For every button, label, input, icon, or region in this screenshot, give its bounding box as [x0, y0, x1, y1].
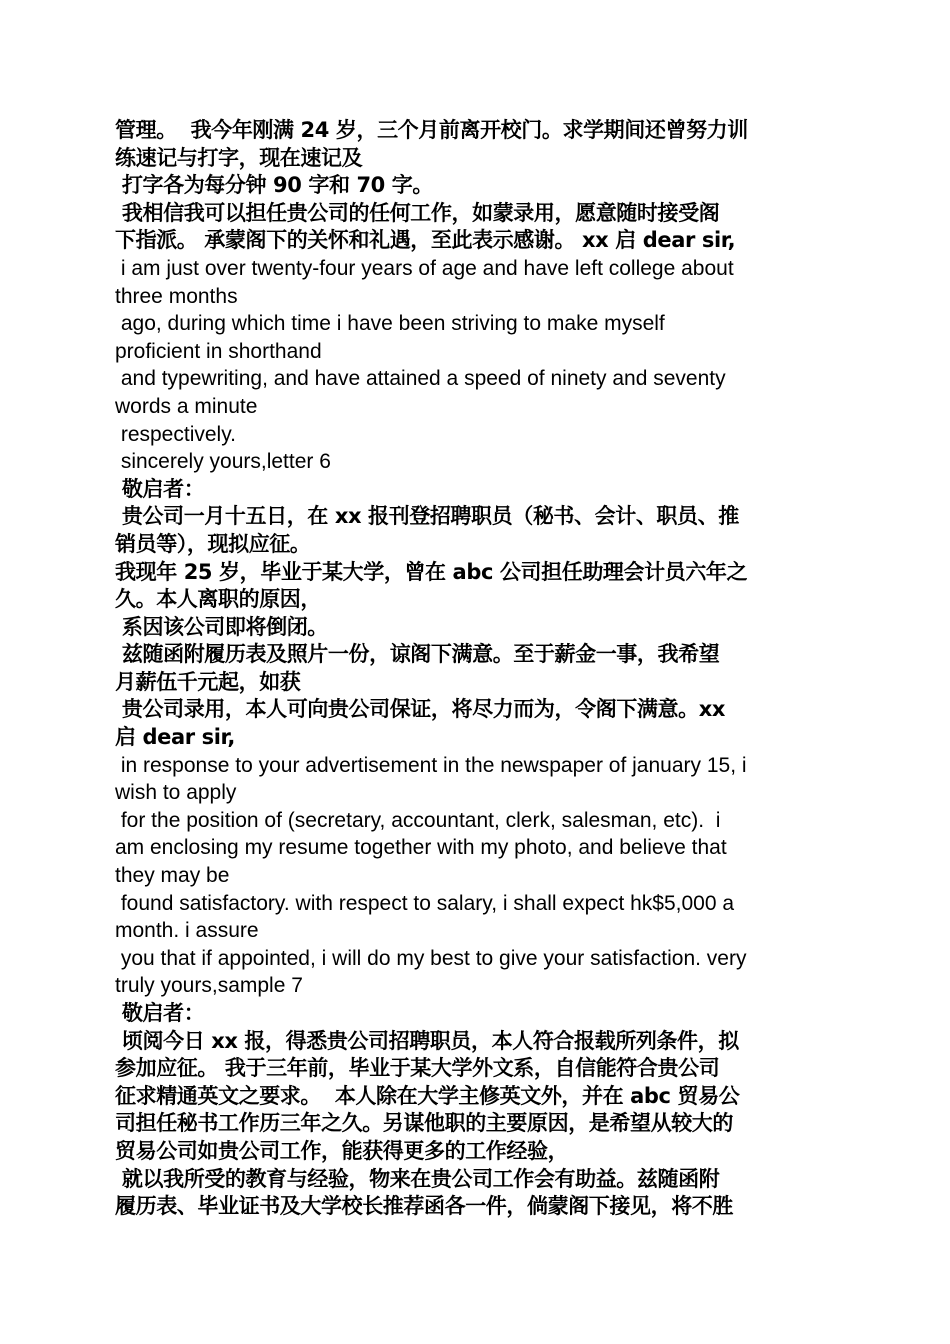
- text-line: three months: [115, 284, 238, 308]
- text-line: 贵公司一月十五日，在 xx 报刊登招聘职员（秘书、会计、职员、推: [115, 504, 739, 529]
- text-line: 敬启者：: [115, 1001, 205, 1025]
- text-line: 月薪伍千元起，如获: [115, 669, 301, 694]
- text-line: 参加应征。 我于三年前，毕业于某大学外文系，自信能符合贵公司: [115, 1056, 720, 1081]
- text-line: 我现年 25 岁，毕业于某大学，曾在 abc 公司担任助理会计员六年之: [115, 559, 748, 584]
- text-line: i am just over twenty-four years of age and have left college about: [115, 256, 734, 280]
- document-page: [115, 117, 840, 1221]
- text-line: 兹随函附履历表及照片一份，谅阁下满意。至于薪金一事，我希望: [115, 642, 720, 667]
- text-line: sincerely yours,letter 6: [115, 450, 331, 474]
- text-line: 贸易公司如贵公司工作，能获得更多的工作经验，: [115, 1138, 569, 1163]
- text-line: proficient in shorthand: [115, 339, 322, 363]
- text-line: 管理。 我今年刚满 24 岁，三个月前离开校门。求学期间还曾努力训: [115, 118, 748, 142]
- text-line: words a minute: [115, 394, 258, 418]
- text-line: month. i assure: [115, 919, 259, 943]
- text-line: 销员等），现拟应征。: [115, 531, 311, 556]
- text-line: wish to apply: [115, 781, 237, 805]
- text-line: 贵公司录用，本人可向贵公司保证，将尽力而为，令阁下满意。xx: [115, 697, 725, 722]
- text-line: 下指派。 承蒙阁下的关怀和礼遇，至此表示感谢。 xx 启 dear sir,: [115, 228, 736, 253]
- text-line: 征求精通英文之要求。 本人除在大学主修英文外，并在 abc 贸易公: [115, 1083, 740, 1108]
- text-line: 系因该公司即将倒闭。: [115, 614, 328, 639]
- text-line: 启 dear sir,: [115, 725, 235, 750]
- text-line: am enclosing my resume together with my photo, and believe that: [115, 836, 727, 860]
- text-line: 履历表、毕业证书及大学校长推荐函各一件，倘蒙阁下接见，将不胜: [115, 1194, 733, 1219]
- text-line: truly yours,sample 7: [115, 974, 303, 998]
- text-line: 就以我所受的教育与经验，物来在贵公司工作会有助益。兹随函附: [115, 1166, 720, 1191]
- text-line: 司担任秘书工作历三年之久。另谋他职的主要原因，是希望从较大的: [115, 1111, 733, 1136]
- text-line: you that if appointed, i will do my best to give your satisfaction. very: [115, 946, 747, 970]
- text-line: found satisfactory. with respect to salary, i shall expect hk$5,000 a: [115, 891, 735, 915]
- text-line: they may be: [115, 864, 230, 888]
- text-line: ago, during which time i have been striving to make myself: [115, 312, 665, 336]
- text-line: for the position of (secretary, accountant, clerk, salesman, etc). i: [115, 808, 721, 832]
- text-line: 敬启者：: [115, 476, 205, 501]
- text-line: 打字各为每分钟 90 字和 70 字。: [115, 173, 434, 198]
- text-line: 久。本人离职的原因，: [115, 587, 321, 612]
- text-line: in response to your advertisement in the newspaper of january 15, i: [115, 753, 747, 777]
- text-line: respectively.: [115, 422, 236, 446]
- text-line: 顷阅今日 xx 报，得悉贵公司招聘职员，本人符合报载所列条件，拟: [115, 1028, 739, 1053]
- text-line: 练速记与打字，现在速记及: [115, 145, 363, 170]
- text-line: 我相信我可以担任贵公司的任何工作，如蒙录用，愿意随时接受阁: [115, 200, 720, 225]
- text-line: and typewriting, and have attained a speed of ninety and seventy: [115, 367, 726, 391]
